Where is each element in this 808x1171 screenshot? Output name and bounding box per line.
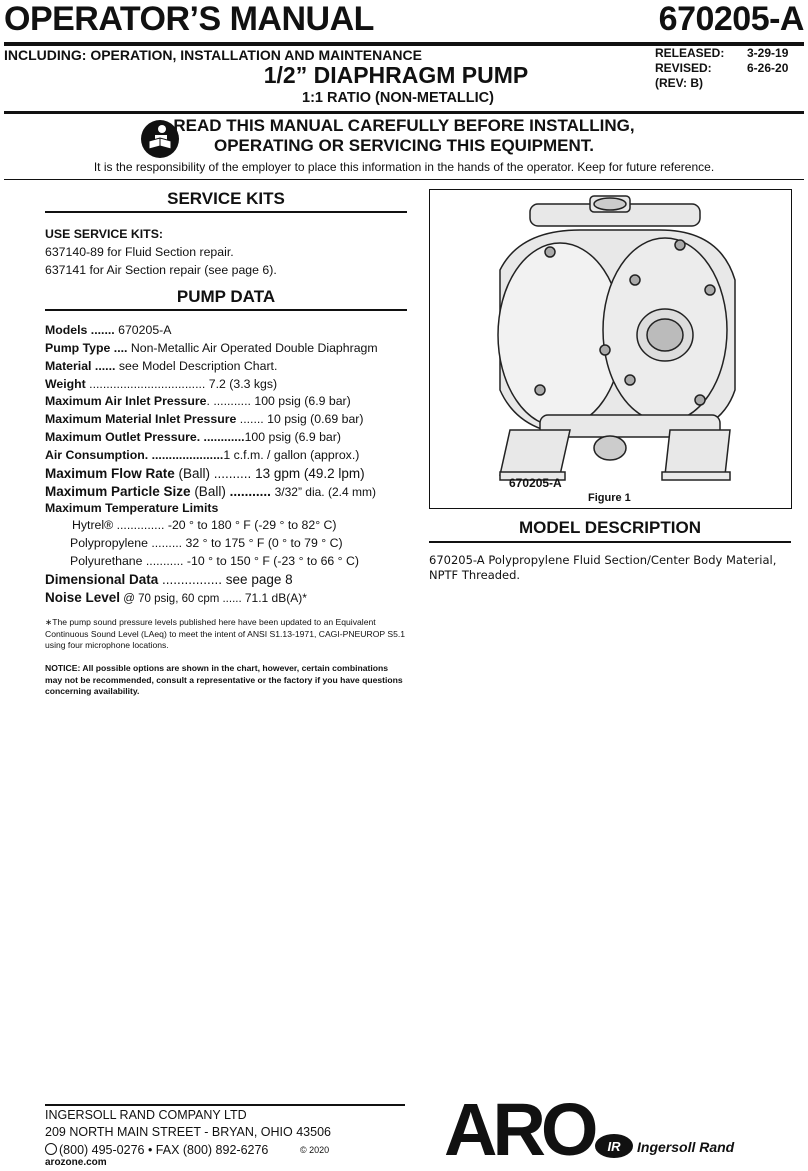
responsibility-text: It is the responsibility of the employer to place this information in the hands of the operator. Keep for future reference. — [93, 160, 715, 174]
data-dimensional: Dimensional Data ................ see page 8 — [45, 572, 293, 587]
released-value: 3-29-19 — [747, 46, 789, 60]
pump-illustration — [430, 190, 791, 508]
data-max-air-inlet: Maximum Air Inlet Pressure. ........... 100 psig (6.9 bar) — [45, 394, 351, 408]
options-notice: NOTICE: All possible options are shown in the chart, however, certain combinations may not be recommended, consult a representative or the factory if you have questions concerning availability. — [45, 663, 403, 696]
footer-rule — [45, 1104, 405, 1106]
service-kits-rule — [45, 211, 407, 213]
phone-icon — [45, 1143, 57, 1155]
company-website: arozone.com — [45, 1157, 107, 1168]
revised-value: 6-26-20 — [747, 61, 789, 75]
revised-label: REVISED: — [655, 61, 712, 75]
ingersoll-rand-name: Ingersoll Rand — [637, 1139, 735, 1155]
figure-caption: Figure 1 — [588, 492, 631, 504]
service-kits-heading: SERVICE KITS — [167, 189, 285, 208]
data-models: Models ....... 670205-A — [45, 323, 172, 337]
data-max-outlet: Maximum Outlet Pressure. ............100 psig (6.9 bar) — [45, 430, 341, 444]
pump-data-rule — [45, 309, 407, 311]
warning-line-1: READ THIS MANUAL CAREFULLY BEFORE INSTALLING, — [173, 116, 635, 135]
aro-logo: ARO — [444, 1088, 594, 1171]
noise-footnote: ∗The pump sound pressure levels published here have been updated to an Equivalent Continuous Sound Level (LAeq) to meet the intent of ANSI S1.13-1971, CAGI-PNEUROP S5.1 using four microphone locations. — [45, 617, 406, 650]
warning-rule-top — [4, 111, 804, 114]
data-air-consumption: Air Consumption. .....................1 c.f.m. / gallon (approx.) — [45, 448, 360, 462]
pump-data-heading: PUMP DATA — [176, 287, 276, 306]
figure-part-label: 670205-A — [509, 476, 562, 490]
figure-box — [429, 189, 792, 509]
manual-title: OPERATOR’S MANUAL — [4, 0, 374, 38]
data-noise: Noise Level @ 70 psig, 60 cpm ...... 71.1 dB(A)* — [45, 590, 307, 605]
company-phone: (800) 495-0276 • FAX (800) 892-6276 — [45, 1142, 268, 1157]
data-temp-hytrel: Hytrel® .............. -20 ° to 180 ° F (-29 ° to 82° C) — [72, 518, 337, 532]
revision: (REV: B) — [655, 76, 703, 90]
data-max-particle: Maximum Particle Size (Ball) ........... 3/32” dia. (2.4 mm) — [45, 484, 376, 499]
svg-text:IR: IR — [607, 1139, 621, 1154]
data-pump-type: Pump Type .... Non-Metallic Air Operated Double Diaphragm — [45, 341, 378, 355]
data-weight: Weight .................................. 7.2 (3.3 kgs) — [45, 377, 278, 391]
data-temp-polyurethane: Polyurethane ........... -10 ° to 150 ° F (-23 ° to 66 ° C) — [70, 554, 359, 568]
model-description-rule — [429, 541, 791, 543]
released-label: RELEASED: — [655, 46, 725, 60]
data-temp-polypropylene: Polypropylene ......... 32 ° to 175 ° F (0 ° to 79 ° C) — [70, 536, 343, 550]
service-kit-1: 637140-89 for Fluid Section repair. — [45, 245, 234, 259]
part-number: 670205-A — [658, 0, 804, 38]
model-description-text: 670205-A Polypropylene Fluid Section/Center Body Material, NPTF Threaded. — [429, 553, 777, 582]
company-name: INGERSOLL RAND COMPANY LTD — [45, 1108, 247, 1122]
subtitle: INCLUDING: OPERATION, INSTALLATION AND MAINTENANCE — [4, 47, 422, 63]
copyright: © 2020 — [300, 1145, 330, 1155]
data-max-flow: Maximum Flow Rate (Ball) .......... 13 gpm (49.2 lpm) — [45, 466, 365, 481]
pump-title: 1/2” DIAPHRAGM PUMP — [263, 62, 529, 88]
warning-rule-bottom — [4, 179, 804, 180]
data-material: Material ...... see Model Description Chart. — [45, 359, 278, 373]
data-max-material-inlet: Maximum Material Inlet Pressure ....... 10 psig (0.69 bar) — [45, 412, 364, 426]
warning-line-2: OPERATING OR SERVICING THIS EQUIPMENT. — [213, 136, 595, 155]
service-kit-2: 637141 for Air Section repair (see page 6). — [45, 263, 277, 277]
pump-ratio: 1:1 RATIO (NON-METALLIC) — [302, 90, 494, 106]
service-kits-label: USE SERVICE KITS: — [45, 227, 163, 241]
model-description-heading: MODEL DESCRIPTION — [519, 518, 701, 537]
company-address: 209 NORTH MAIN STREET - BRYAN, OHIO 43506 — [45, 1125, 331, 1139]
ingersoll-rand-logo-icon — [594, 1133, 634, 1159]
data-temp-limits: Maximum Temperature Limits — [45, 501, 219, 515]
